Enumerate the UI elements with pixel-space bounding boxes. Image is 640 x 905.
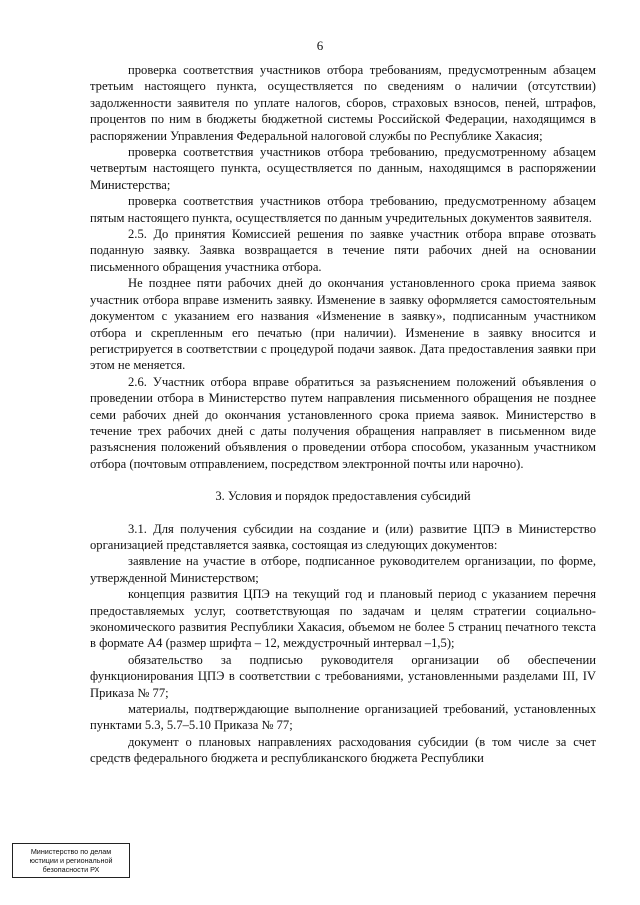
paragraph: Не позднее пяти рабочих дней до окончания установленного срока приема заявок участник отбора вправе изменить заявку. Изменение в заявку оформляется самостоятельным документом с указанием его названия «Изменение в заявку», подписанным участником отбора и скрепленным его печатью (при наличии). Изменение в заявку вносится и регистрируется в соответствии с процедурой подачи заявок. Дата предоставления заявки при этом не меняется. xyxy=(90,276,596,373)
document-body xyxy=(90,62,596,767)
registration-stamp xyxy=(12,843,130,878)
paragraph: материалы, подтверждающие выполнение организацией требований, установленных пунктами 5.3, 5.7–5.10 Приказа № 77; xyxy=(90,702,596,733)
paragraph: концепция развития ЦПЭ на текущий год и плановый период с указанием перечня предоставляемых услуг, соответствующая по задачам и целям стратегии социально-экономического развития Республики Хакасия, объемом не более 5 страниц печатного текста в формате А4 (размер шрифта – 12, междустрочный интервал –1,5); xyxy=(90,587,596,651)
section-heading: 3. Условия и порядок предоставления субсидий xyxy=(215,489,471,504)
paragraph: проверка соответствия участников отбора требованию, предусмотренному абзацем четвертым настоящего пункта, осуществляется по данным, находящимся в распоряжении Министерства; xyxy=(90,145,596,192)
page-number: 6 xyxy=(316,38,324,53)
stamp-line: безопасности РХ xyxy=(42,865,100,874)
paragraph: документ о плановых направлениях расходования субсидии (в том числе за счет средств федерального бюджета и республиканского бюджета Республики xyxy=(90,734,596,766)
paragraph: проверка соответствия участников отбора требованию, предусмотренному абзацем пятым настоящего пункта, осуществляется по данным учредительных документов заявителя. xyxy=(90,194,596,225)
stamp-line: юстиции и региональной xyxy=(29,856,113,865)
paragraph: 2.6. Участник отбора вправе обратиться за разъяснением положений объявления о проведении отбора в Министерство путем направления письменного обращения не позднее семи рабочих дней до окончания установленного срока приема заявок. Министерство в течение трех рабочих дней с даты получения обращения направляет в письменном виде разъяснения положений объявления о проведении отбора способом, указанным участником отбора (почтовым отправлением, посредством электронной почты или нарочно). xyxy=(90,374,596,471)
paragraph: 2.5. До принятия Комиссией решения по заявке участник отбора вправе отозвать поданную заявку. Заявка возвращается в течение пяти рабочих дней на основании письменного обращения участника отбора. xyxy=(90,227,596,274)
paragraph: заявление на участие в отборе, подписанное руководителем организации, по форме, утвержденной Министерством; xyxy=(90,554,596,585)
paragraph: 3.1. Для получения субсидии на создание и (или) развитие ЦПЭ в Министерство организацией представляется заявка, состоящая из следующих документов: xyxy=(90,521,596,552)
paragraph: проверка соответствия участников отбора требованиям, предусмотренным абзацем третьим настоящего пункта, осуществляется по сведениям о наличии (отсутствии) задолженности заявителя по уплате налогов, сборов, страховых взносов, пеней, штрафов, процентов по ним в бюджеты бюджетной системы Российской Федерации, находящимся в распоряжении Управления Федеральной налоговой службы по Республике Хакасия; xyxy=(90,63,596,143)
paragraph: обязательство за подписью руководителя организации об обеспечении функционирования ЦПЭ в соответствии с требованиями, установленными разделами III, IV Приказа № 77; xyxy=(90,652,596,700)
stamp-line: Министерство по делам xyxy=(30,847,112,856)
